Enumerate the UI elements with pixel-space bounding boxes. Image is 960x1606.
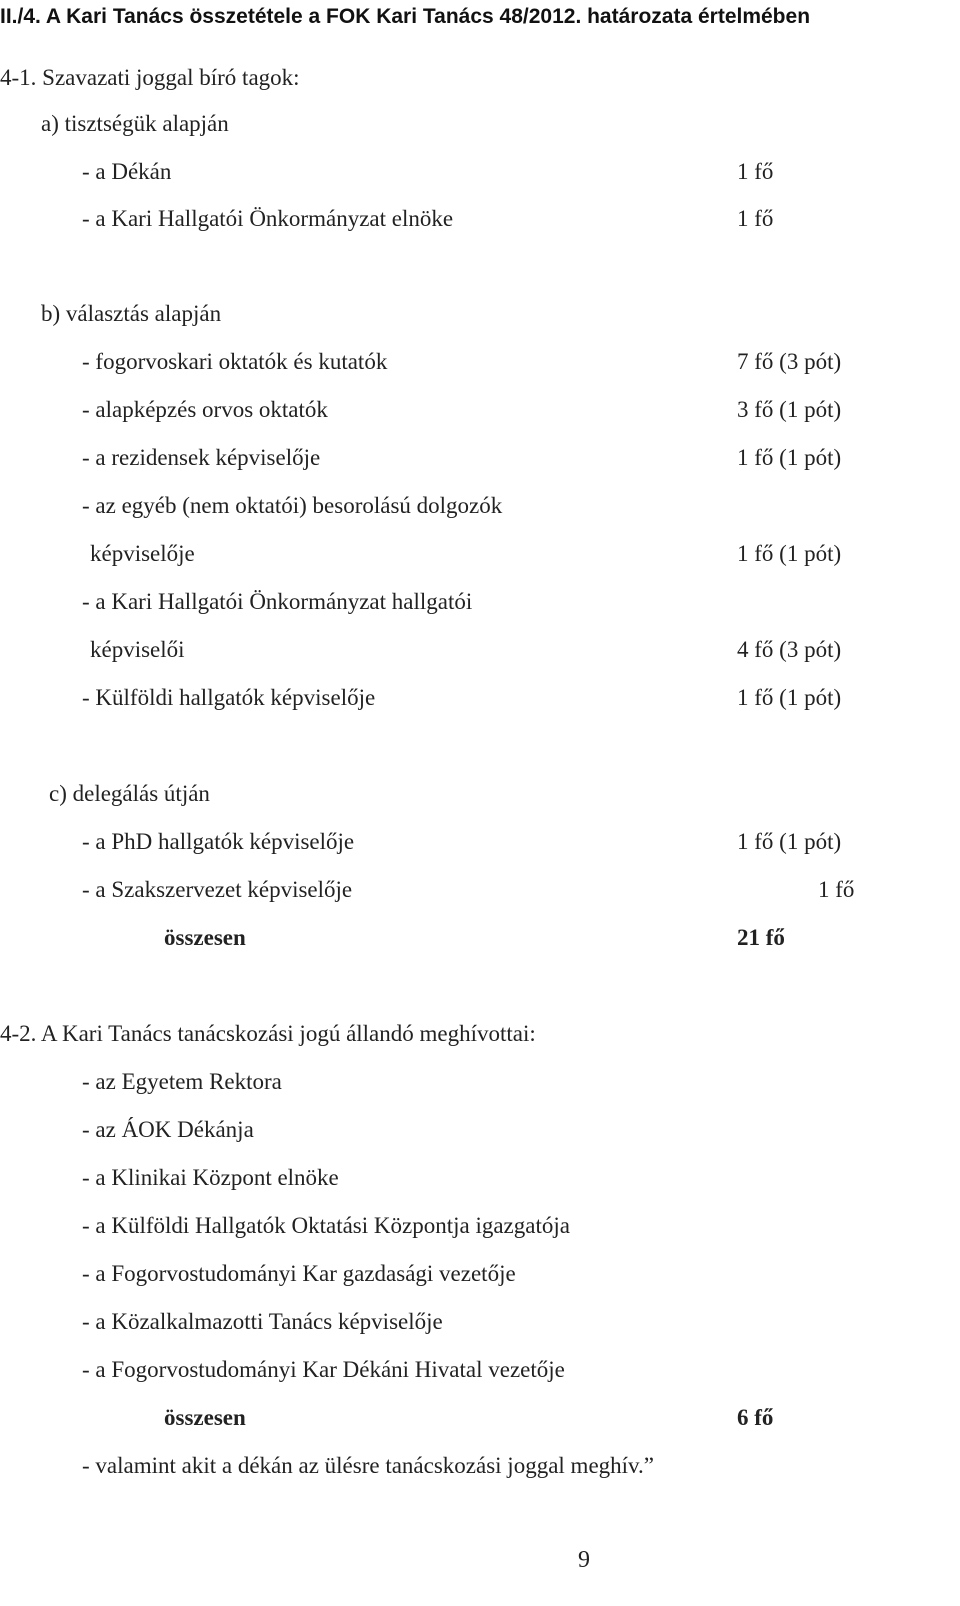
list-item: - az ÁOK Dékánja [82,1117,254,1142]
list-item-label-continued: képviselője [90,541,195,566]
page-title: II./4. A Kari Tanács összetétele a FOK Kari Tanács 48/2012. határozata értelmében [0,5,811,28]
list-item-value: 1 fő (1 pót) [737,541,842,566]
section-4-2-heading: 4-2. A Kari Tanács tanácskozási jogú állandó meghívottai: [0,1021,536,1046]
subsection-b-heading: b) választás alapján [41,301,222,326]
list-item-final: - valamint akit a dékán az ülésre tanácskozási joggal meghív.” [82,1453,655,1478]
total-value: 6 fő [737,1405,774,1430]
list-item-value: 1 fő [737,159,774,184]
list-item-label: - fogorvoskari oktatók és kutatók [82,349,388,374]
list-item-value: 1 fő (1 pót) [737,829,842,854]
list-item-label: - alapképzés orvos oktatók [82,397,328,422]
list-item: - a Fogorvostudományi Kar gazdasági vezetője [82,1261,516,1286]
list-item-label: - a Szakszervezet képviselője [82,877,353,902]
list-item-value: 7 fő (3 pót) [737,349,842,374]
total-value: 21 fő [737,925,785,950]
total-label: összesen [164,1405,246,1430]
list-item-value: 1 fő (1 pót) [737,685,842,710]
list-item-label: - Külföldi hallgatók képviselője [82,685,376,710]
subsection-a-heading: a) tisztségük alapján [41,111,229,136]
section-4-1-heading: 4-1. Szavazati joggal bíró tagok: [0,65,300,90]
list-item-value: 4 fő (3 pót) [737,637,842,662]
page-number: 9 [578,1547,590,1573]
list-item: - az Egyetem Rektora [82,1069,282,1094]
list-item: - a Fogorvostudományi Kar Dékáni Hivatal vezetője [82,1357,565,1382]
list-item-value: 1 fő [818,877,855,902]
list-item-value: 1 fő [737,206,774,231]
list-item-label-continued: képviselői [90,637,185,662]
subsection-c-heading: c) delegálás útján [49,781,210,806]
list-item-label: - a Kari Hallgatói Önkormányzat hallgatói [82,589,473,614]
list-item: - a Közalkalmazotti Tanács képviselője [82,1309,443,1334]
list-item-value: 3 fő (1 pót) [737,397,842,422]
list-item: - a Külföldi Hallgatók Oktatási Központja igazgatója [82,1213,570,1238]
list-item: - a Klinikai Központ elnöke [82,1165,339,1190]
list-item-label: - a PhD hallgatók képviselője [82,829,355,854]
list-item-label: - az egyéb (nem oktatói) besorolású dolgozók [82,493,503,518]
list-item-value: 1 fő (1 pót) [737,445,842,470]
list-item-label: - a rezidensek képviselője [82,445,321,470]
list-item-label: - a Dékán [82,159,172,184]
list-item-label: - a Kari Hallgatói Önkormányzat elnöke [82,206,454,231]
total-label: összesen [164,925,246,950]
